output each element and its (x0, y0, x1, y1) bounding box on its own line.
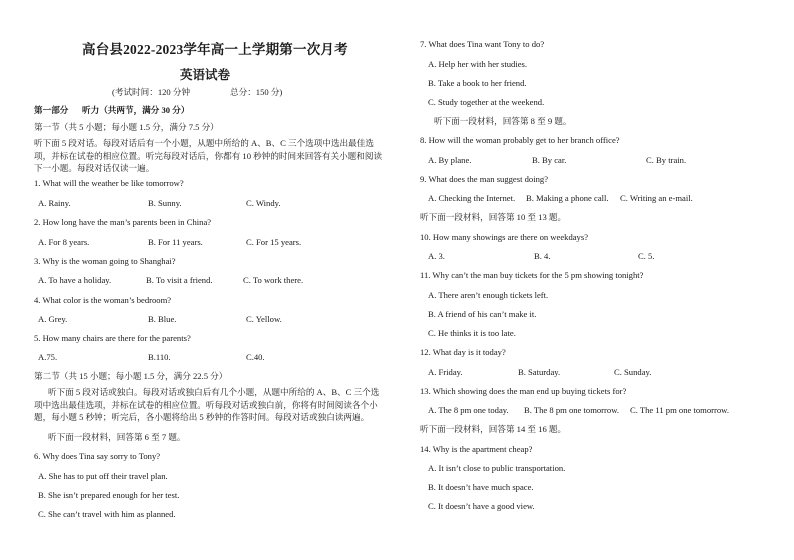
question-stem: 10. How many showings are there on weekdays? (420, 232, 589, 242)
question-stem: 1. What will the weather be like tomorrow? (34, 178, 184, 188)
instruction-q14-16: 听下面一段材料，回答第 14 至 16 题。 (420, 424, 567, 434)
question-option: C. She can’t travel with him as planned. (38, 509, 176, 519)
question-option: A. Checking the Internet. (428, 193, 516, 203)
question-option: C. To work there. (243, 275, 304, 285)
section1-title: 第一节（共 5 小题；每小题 1.5 分，满分 7.5 分） (34, 122, 219, 132)
part1-name: 听力（共两节，满分 30 分） (82, 105, 190, 115)
question-option: A. It isn’t close to public transportation. (428, 463, 566, 473)
question-option: A. There aren’t enough tickets left. (428, 290, 549, 300)
question-option: C. Writing an e-mail. (620, 193, 693, 203)
question-option: C. Yellow. (246, 314, 282, 324)
question-stem: 8. How will the woman probably get to her branch office? (420, 135, 620, 145)
question-stem: 11. Why can’t the man buy tickets for the 5 pm showing tonight? (420, 270, 644, 280)
total-score: 总分：150 分) (230, 87, 283, 97)
instruction-q8-9: 听下面一段材料，回答第 8 至 9 题。 (434, 116, 572, 126)
question-option: B. The 8 pm one tomorrow. (524, 405, 619, 415)
question-stem: 6. Why does Tina say sorry to Tony? (34, 451, 161, 461)
section1-intro: 听下面 5 段对话。每段对话后有一个小题，从题中所给的 A、B、C 三个选项中选出最佳选项，并标在试卷的相应位置。听完每段对话后，你都有 10 秒钟的时间来回答有关小题和阅读下一小题。每段对话仅读一遍。 (34, 138, 383, 174)
question-option: A. Help her with her studies. (428, 59, 528, 69)
section2-intro: 听下面 5 段对话或独白。每段对话或独白后有几个小题，从题中所给的 A、B、C 三个选项中选出最佳选项，并标在试卷的相应位置。听每段对话或独白前，你将有时间阅读各个小题，每小题 5 秒钟；听完后，各小题将给出 5 秒钟的作答时间。每段对话或独白读两遍。 (34, 387, 380, 423)
question-option: C. Study together at the weekend. (428, 97, 545, 107)
question-option: B. 4. (534, 251, 551, 261)
question-stem: 13. Which showing does the man end up buying tickets for? (420, 386, 627, 396)
question-option: C. By train. (646, 155, 687, 165)
question-option: B. To visit a friend. (146, 275, 213, 285)
question-option: C. It doesn’t have a good view. (428, 501, 535, 511)
question-stem: 5. How many chairs are there for the parents? (34, 333, 191, 343)
question-option: B. Making a phone call. (526, 193, 609, 203)
question-option: B. Sunny. (148, 198, 182, 208)
question-option: B. Saturday. (518, 367, 561, 377)
question-option: C. Windy. (246, 198, 281, 208)
exam-subtitle: 英语试卷 (180, 68, 231, 82)
question-option: B. A friend of his can’t make it. (428, 309, 537, 319)
question-stem: 2. How long have the man’s parents been in China? (34, 217, 212, 227)
question-option: B.110. (148, 352, 171, 362)
instruction-q10-13: 听下面一段材料，回答第 10 至 13 题。 (420, 212, 567, 222)
question-option: B. For 11 years. (148, 237, 203, 247)
question-option: A. She has to put off their travel plan. (38, 471, 168, 481)
question-stem: 14. Why is the apartment cheap? (420, 444, 533, 454)
question-option: B. By car. (532, 155, 567, 165)
question-option: A. To have a holiday. (38, 275, 112, 285)
question-option: A. 3. (428, 251, 445, 261)
section2-title: 第二节（共 15 小题；每小题 1.5 分，满分 22.5 分） (34, 371, 228, 381)
part1-title: 第一部分 (34, 105, 69, 115)
question-stem: 3. Why is the woman going to Shanghai? (34, 256, 176, 266)
question-option: B. Blue. (148, 314, 177, 324)
question-option: A.75. (38, 352, 58, 362)
question-option: C. The 11 pm one tomorrow. (630, 405, 729, 415)
question-stem: 9. What does the man suggest doing? (420, 174, 549, 184)
question-option: C. Sunday. (614, 367, 652, 377)
question-option: B. Take a book to her friend. (428, 78, 527, 88)
question-option: C. For 15 years. (246, 237, 302, 247)
question-option: A. Friday. (428, 367, 463, 377)
question-option: A. The 8 pm one today. (428, 405, 509, 415)
question-option: B. She isn’t prepared enough for her test. (38, 490, 180, 500)
question-option: A. By plane. (428, 155, 472, 165)
question-option: C.40. (246, 352, 265, 362)
question-stem: 7. What does Tina want Tony to do? (420, 39, 545, 49)
question-option: A. Rainy. (38, 198, 71, 208)
instruction-q6-7: 听下面一段材料，回答第 6 至 7 题。 (48, 432, 186, 442)
question-stem: 4. What color is the woman’s bedroom? (34, 295, 172, 305)
question-option: A. For 8 years. (38, 237, 90, 247)
exam-time: (考试时间：120 分钟 (112, 87, 191, 97)
question-option: B. It doesn’t have much space. (428, 482, 534, 492)
question-option: C. 5. (638, 251, 655, 261)
question-stem: 12. What day is it today? (420, 347, 506, 357)
exam-title: 高台县2022-2023学年高一上学期第一次月考 (82, 42, 348, 57)
question-option: A. Grey. (38, 314, 68, 324)
question-option: C. He thinks it is too late. (428, 328, 516, 338)
